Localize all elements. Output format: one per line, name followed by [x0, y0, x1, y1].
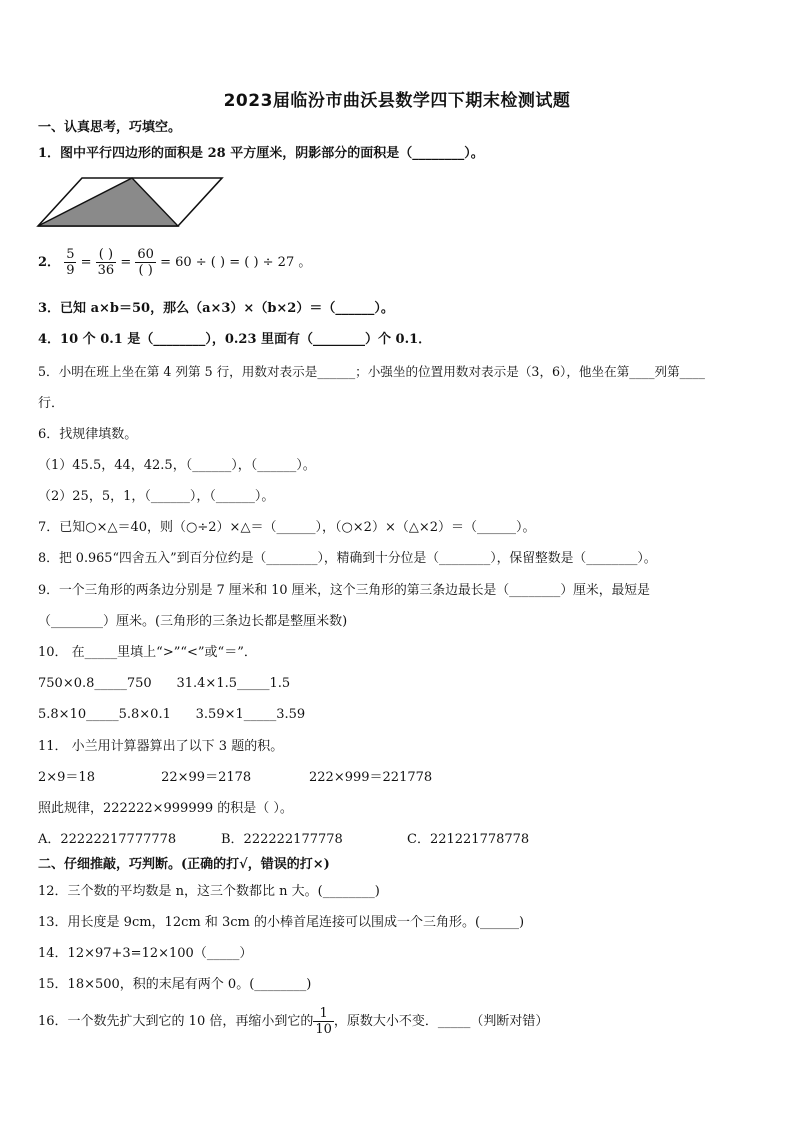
- question-11-options: [38, 830, 529, 850]
- question-16: 16．一个数先扩大到它的 10 倍，再缩小到它的 $\frac{1}{10}$ ，原数大小不变．_____（判断对错）: [38, 1006, 549, 1037]
- fraction-one-tenth: $\frac{1}{10}$: [315, 1006, 332, 1037]
- question-7: 7．已知○×△＝40，则（○÷2）×△＝（______），（○×2）×（△×2）＝（______）。: [38, 520, 536, 535]
- question-11: 11． 小兰用计算器算出了以下 3 题的积。: [38, 739, 284, 754]
- question-10: 10． 在_____里填上“>”“<”或“＝”．: [38, 645, 257, 660]
- question-10-row-1: 750×0.8_____750 31.4×1.5_____1.5: [38, 676, 291, 691]
- page-title: 2023届临汾市曲沃县数学四下期末检测试题: [223, 91, 571, 111]
- fraction-blank-over-36: $\frac{( )}{36}$: [97, 247, 115, 278]
- question-8: 8．把 0.965“四舍五入”到百分位约是（________），精确到十分位是（________），保留整数是（________）。: [38, 551, 657, 566]
- question-6-part-1: （1）45.5，44，42.5，（______），（______）。: [38, 458, 316, 473]
- question-5-line-2: 行．: [38, 396, 65, 411]
- question-5-line-1: 5．小明在班上坐在第 4 列第 5 行，用数对表示是______；小强坐的位置用数对表示是（3，6），他坐在第____列第____: [38, 364, 705, 379]
- option-a[interactable]: A．22222217777778: [38, 832, 177, 847]
- section-heading-fill-in: 一、认真思考，巧填空。: [38, 120, 182, 135]
- question-15: 15．18×500，积的末尾有两个 0。(________): [38, 977, 312, 992]
- question-4: 4．10 个 0.1 是（________），0.23 里面有（________）个 0.1．: [38, 332, 432, 347]
- section-heading-judge: 二、仔细推敲，巧判断。(正确的打√，错误的打×): [38, 857, 330, 872]
- fraction-60-over-blank: $\frac{60}{( )}$: [137, 247, 154, 278]
- question-14: 14．12×97+3=12×100（_____）: [38, 946, 253, 961]
- question-12: 12．三个数的平均数是 n，这三个数都比 n 大。(________): [38, 884, 380, 899]
- question-13: 13．用长度是 9cm，12cm 和 3cm 的小棒首尾连接可以围成一个三角形。(______): [38, 915, 525, 930]
- fraction-five-ninths: $\frac{5}{9}$: [66, 247, 75, 278]
- question-11-prompt: 照此规律，222222×999999 的积是（ ）。: [38, 801, 293, 816]
- question-6-part-2: （2）25，5，1，（______），（______）。: [38, 489, 275, 504]
- parallelogram-figure: [36, 176, 226, 228]
- question-2: 2． $\frac{5}{9}$ = $\frac{( )}{36}$ = $\frac{60}{( )}$ = 60 ÷ ( ) = ( ) ÷ 27 。: [38, 247, 312, 278]
- question-2-number: 2．: [38, 255, 61, 270]
- question-1: 1．图中平行四边形的面积是 28 平方厘米，阴影部分的面积是（________）。: [38, 146, 484, 161]
- question-10-row-2: 5.8×10_____5.8×0.1 3.59×1_____3.59: [38, 707, 306, 722]
- question-11-examples: 2×9＝18 22×99＝2178 222×999＝221778: [38, 770, 433, 785]
- option-b[interactable]: B．222222177778: [221, 832, 343, 847]
- question-9-line-2: （________）厘米。(三角形的三条边长都是整厘米数): [38, 614, 348, 629]
- option-c[interactable]: C．221221778778: [407, 832, 530, 847]
- question-3: 3．已知 a×b＝50，那么（a×3）×（b×2）＝（______）。: [38, 301, 394, 316]
- question-6: 6．找规律填数。: [38, 427, 138, 442]
- question-9-line-1: 9．一个三角形的两条边分别是 7 厘米和 10 厘米，这个三角形的第三条边最长是（________）厘米，最短是: [38, 583, 650, 598]
